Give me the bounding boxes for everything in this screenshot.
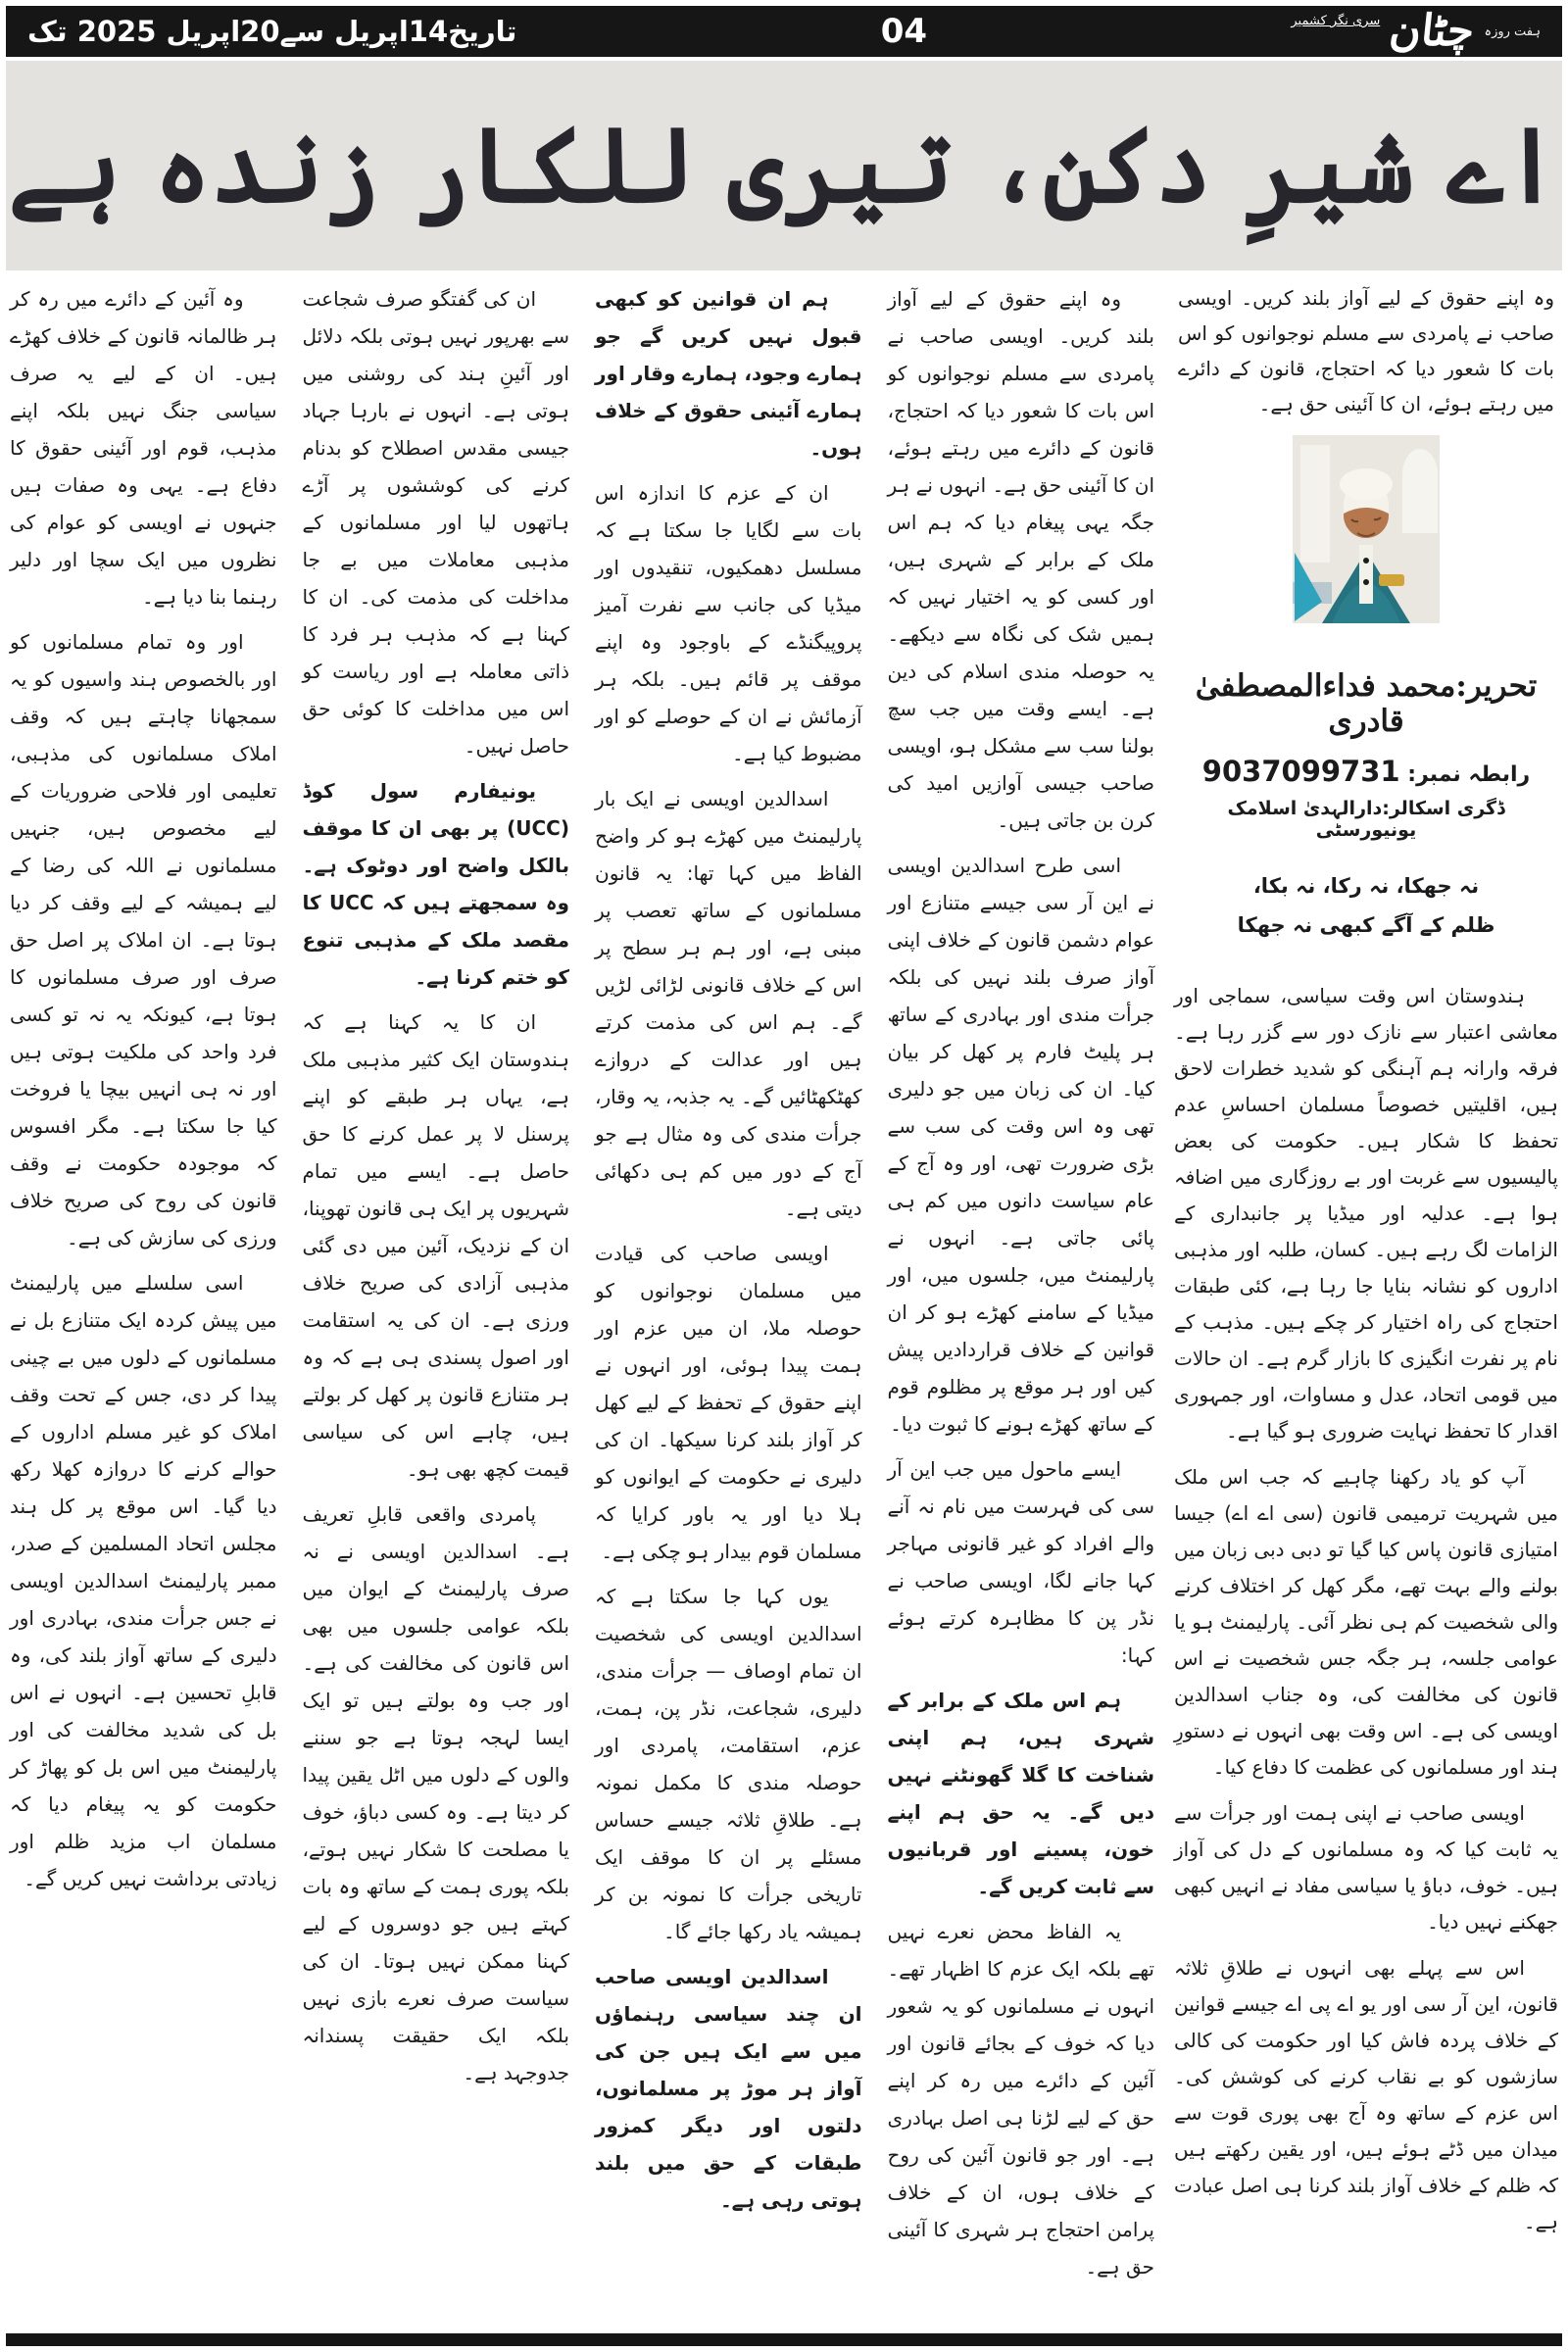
feature-body — [1174, 978, 1558, 2240]
contact-label: رابطہ نمبر: — [1407, 762, 1531, 787]
poem-line: ظلم کے آگے کبھی نہ جھکا — [1237, 913, 1495, 937]
body-paragraph: پامردی واقعی قابلِ تعریف ہے۔ اسدالدین اویسی نے نہ صرف پارلیمنٹ کے ایوان میں بلکہ عوامی جلسوں میں بھی اس قانون کی مخالفت کی ہے۔ اور جب وہ بولتے ہیں تو ایک ایسا لہجہ ہوتا ہے جو سننے والوں کے دلوں میں اٹل یقین پیدا کر دیتا ہے۔ وہ کسی دباؤ، خوف یا مصلحت کا شکار نہیں ہوتے، بلکہ پوری ہمت کے ساتھ وہ بات کہتے ہیں جو دوسروں کے لیے کہنا ممکن نہیں ہوتا۔ ان کی سیاست صرف نعرے بازی نہیں بلکہ ایک حقیقت پسندانہ جدوجہد ہے۔ — [302, 1502, 569, 2084]
masthead-weekly-label: ہفت روزہ — [1484, 24, 1541, 39]
footer-bar — [6, 2333, 1562, 2346]
feature-column — [1174, 280, 1558, 2325]
feature-intro: وہ اپنے حقوق کے لیے آواز بلند کریں۔ اویسی صاحب نے پامردی سے مسلم نوجوانوں کو اس بات کا شعور دیا کہ احتجاج، قانون کے دائرے میں رہتے ہوئے، ان کا آئینی حق ہے۔ — [1178, 286, 1554, 416]
article-content — [10, 280, 1558, 2325]
body-paragraph: اسی سلسلے میں پارلیمنٹ میں پیش کردہ ایک متنازع بل نے مسلمانوں کے دلوں میں بے چینی پیدا کر دی، جس کے تحت وقف املاک کو غیر مسلم اداروں کے حوالے کرنے کا دروازہ کھلا رکھ دیا گیا۔ اس موقع پر کل ہند مجلس اتحاد المسلمین کے صدر، ممبر پارلیمنٹ اسدالدین اویسی نے جس جرأت مندی، بہادری اور دلیری کے ساتھ آواز بلند کی، وہ قابلِ تحسین ہے۔ انہوں نے اس بل کی شدید مخالفت کی اور پارلیمنٹ میں اس بل کو پھاڑ کر حکومت کو یہ پیغام دیا کہ مسلمان اب مزید ظلم اور زیادتی برداشت نہیں کریں گے۔ — [10, 1271, 277, 1890]
author-photo-image — [1293, 435, 1440, 623]
body-paragraph: ان کا یہ کہنا ہے کہ ہندوستان ایک کثیر مذہبی ملک ہے، یہاں ہر طبقے کو اپنے پرسنل لا پر عمل کرنے کا حق حاصل ہے۔ ایسے میں تمام شہریوں پر ایک ہی قانون تھوپنا، ان کے نزدیک، آئین میں دی گئی مذہبی آزادی کی صریح خلاف ورزی ہے۔ ان کی یہ استقامت اور اصول پسندی ہی ہے کہ وہ ہر متنازع قانون پر کھل کر بولتے ہیں، چاہے اس کی سیاسی قیمت کچھ بھی ہو۔ — [302, 1010, 569, 1481]
body-paragraph: اسدالدین اویسی صاحب ان چند سیاسی رہنماؤں میں سے ایک ہیں جن کی آواز ہر موڑ پر مسلمانوں، دلتوں اور دیگر کمزور طبقات کے حق میں بلند ہوتی رہی ہے۔ — [595, 1965, 862, 2212]
body-paragraph: ایسے ماحول میں جب این آر سی کی فہرست میں نام نہ آنے والے افراد کو غیر قانونی مہاجر کہا جانے لگا، اویسی صاحب نے نڈر پن کا مظاہرہ کرتے ہوئے کہا: — [887, 1457, 1154, 1667]
body-paragraph: اسی طرح اسدالدین اویسی نے این آر سی جیسے متنازع اور عوام دشمن قانون کے خلاف اپنی آواز صرف بلند نہیں کی بلکہ جرأت مندی اور بہادری کے ساتھ ہر پلیٹ فارم پر کھل کر بیان کیا۔ ان کی زبان میں جو دلیری تھی وہ اس وقت کی سب سے بڑی ضرورت تھی، اور وہ آج کے عام سیاست دانوں میں کم ہی پائی جاتی ہے۔ انہوں نے پارلیمنٹ میں، جلسوں میں، اور میڈیا کے سامنے کھڑے ہو کر ان قوانین کے خلاف قراردادیں پیش کیں اور ہر موقع پر مظلوم قوم کے ساتھ کھڑے ہونے کا ثبوت دیا۔ — [887, 854, 1154, 1436]
body-paragraph: ہم ان قوانین کو کبھی قبول نہیں کریں گے جو ہمارے وجود، ہمارے وقار اور ہمارے آئینی حقوق کے خلاف ہوں۔ — [595, 287, 862, 460]
masthead — [1291, 6, 1541, 56]
author-contact — [1174, 755, 1558, 788]
header-bar — [6, 6, 1562, 57]
body-paragraph: ان کے عزم کا اندازہ اس بات سے لگایا جا سکتا ہے کہ مسلسل دھمکیوں، تنقیدوں اور میڈیا کی جانب سے نفرت آمیز پروپیگنڈے کے باوجود وہ اپنے موقف پر قائم ہیں۔ بلکہ ہر آزمائش نے ان کے حوصلے کو اور مضبوط کیا ہے۔ — [595, 481, 862, 765]
masthead-city: سری نگر کشمیر — [1291, 14, 1381, 28]
author-byline: تحریر:محمد فداءالمصطفیٰ قادری — [1195, 668, 1538, 739]
headline-band — [6, 61, 1562, 270]
poem-couplet — [1174, 866, 1558, 945]
feature-paragraph: اویسی صاحب نے اپنی ہمت اور جرأت سے یہ ثابت کیا کہ وہ مسلمانوں کے دل کی آواز ہیں۔ خوف، دباؤ یا سیاسی مفاد نے انہیں کبھی جھکنے نہیں دیا۔ — [1174, 1801, 1558, 1934]
poem-line: نہ جھکا، نہ رکا، نہ بکا، — [1252, 874, 1480, 898]
body-paragraph: ہم اس ملک کے برابر کے شہری ہیں، ہم اپنی شناخت کا گلا گھونٹنے نہیں دیں گے۔ یہ حق ہم اپنے خون، پسینے اور قربانیوں سے ثابت کریں گے۔ — [887, 1689, 1154, 1898]
feature-paragraph: ہندوستان اس وقت سیاسی، سماجی اور معاشی اعتبار سے نازک دور سے گزر رہا ہے۔ فرقہ وارانہ ہم آہنگی کو شدید خطرات لاحق ہیں، اقلیتیں خصوصاً مسلمان احساسِ عدم تحفظ کا شکار ہیں۔ حکومت کی بعض پالیسیوں سے غربت اور بے روزگاری میں اضافہ ہوا ہے۔ عدلیہ اور میڈیا پر جانبداری کے الزامات لگ رہے ہیں۔ کسان، طلبہ اور مذہبی اداروں کو نشانہ بنایا جا رہا ہے، کئی طبقات احتجاج کی راہ اختیار کر چکے ہیں۔ مذہب کے نام پر نفرت انگیزی کا بازار گرم ہے۔ ان حالات میں قومی اتحاد، عدل و مساوات، اور جمہوری اقدار کا تحفظ نہایت ضروری ہو گیا ہے۔ — [1174, 984, 1558, 1443]
body-paragraph: وہ آئین کے دائرے میں رہ کر ہر ظالمانہ قانون کے خلاف کھڑے ہیں۔ ان کے لیے یہ صرف سیاسی جنگ نہیں بلکہ اپنے مذہب، قوم اور آئینی حقوق کا دفاع ہے۔ یہی وہ صفات ہیں جنہوں نے اویسی کو عوام کی نظروں میں ایک سچا اور دلیر رہنما بنا دیا ہے۔ — [10, 287, 277, 609]
body-paragraph: وہ اپنے حقوق کے لیے آواز بلند کریں۔ اویسی صاحب نے پامردی سے مسلم نوجوانوں کو اس بات کا شعور دیا کہ احتجاج، قانون کے دائرے میں رہتے ہوئے، ان کا آئینی حق ہے۔ انہوں نے ہر جگہ یہی پیغام دیا کہ ہم اس ملک کے برابر کے شہری ہیں، اور کسی کو یہ اختیار نہیں کہ ہمیں شک کی نگاہ سے دیکھے۔ یہ حوصلہ مندی اسلام کی دین ہے۔ ایسے وقت میں جب سچ بولنا سب سے مشکل ہو، اویسی صاحب جیسی آوازیں امید کی کرن بن جاتی ہیں۔ — [887, 287, 1154, 832]
contact-number: 9037099731 — [1201, 755, 1400, 788]
body-paragraph: اسدالدین اویسی نے ایک بار پارلیمنٹ میں کھڑے ہو کر واضح الفاظ میں کہا تھا: یہ قانون مسلمانوں کے ساتھ تعصب پر مبنی ہے، اور ہم ہر سطح پر اس کے خلاف قانونی لڑائی لڑیں گے۔ ہم اس کی مذمت کرتے ہیں اور عدالت کے دروازے کھٹکھٹائیں گے۔ یہ جذبہ، یہ وقار، جرأت مندی کی وہ مثال ہے جو آج کے دور میں کم ہی دکھائی دیتی ہے۔ — [595, 787, 862, 1220]
body-paragraph: یوں کہا جا سکتا ہے کہ اسدالدین اویسی کی شخصیت ان تمام اوصاف — جرأت مندی، دلیری، شجاعت، نڈر پن، ہمت، عزم، استقامت، پامردی اور حوصلہ مندی کا مکمل نمونہ ہے۔ طلاقِ ثلاثہ جیسے حساس مسئلے پر ان کا موقف ایک تاریخی جرأت کا نمونہ بن کر ہمیشہ یاد رکھا جائے گا۔ — [595, 1585, 862, 1943]
page-title: اے شیرِ دکن، تیری للکار زندہ ہے — [8, 104, 1560, 227]
body-paragraph: اور وہ تمام مسلمانوں کو اور بالخصوص ہند واسیوں کو یہ سمجھانا چاہتے ہیں کہ وقف املاک مسلمانوں کی مذہبی، تعلیمی اور فلاحی ضروریات کے لیے مخصوص ہیں، جنہیں مسلمانوں نے اللہ کی رضا کے لیے ہمیشہ کے لیے وقف کر دیا ہوتا ہے۔ ان املاک پر اصل حق صرف اور صرف مسلمانوں کا ہوتا ہے، کیونکہ یہ نہ تو کسی فرد واحد کی ملکیت ہوتی ہیں اور نہ ہی انہیں بیچا یا فروخت کیا جا سکتا ہے۔ مگر افسوس کہ موجودہ حکومت نے وقف قانون کی روح کی صریح خلاف ورزی کی سازش کی ہے۔ — [10, 630, 277, 1250]
date-range: تاریخ14اپریل سے20اپریل 2025 تک — [27, 15, 517, 48]
author-photo — [1293, 435, 1440, 623]
body-paragraph: ان کی گفتگو صرف شجاعت سے بھرپور نہیں ہوتی بلکہ دلائل اور آئینِ ہند کی روشنی میں ہوتی ہے۔ انہوں نے بارہا جہاد جیسی مقدس اصطلاح کو بدنام کرنے کی کوششوں پر آڑے ہاتھوں لیا اور مسلمانوں کے مذہبی معاملات میں بے جا مداخلت کی مذمت کی۔ ان کا کہنا ہے کہ مذہب ہر فرد کا ذاتی معاملہ ہے اور ریاست کو اس میں مداخلت کا کوئی حق حاصل نہیں۔ — [302, 287, 569, 758]
body-paragraph: اویسی صاحب کی قیادت میں مسلمان نوجوانوں کو حوصلہ ملا، ان میں عزم اور ہمت پیدا ہوئی، اور انہوں نے اپنے حقوق کے تحفظ کے لیے کھل کر آواز بلند کرنا سیکھا۔ ان کی دلیری نے حکومت کے ایوانوں کو ہلا دیا اور یہ باور کرایا کہ مسلمان قوم بیدار ہو چکی ہے۔ — [595, 1242, 862, 1563]
masthead-title: چٹان — [1387, 6, 1478, 56]
feature-paragraph: آپ کو یاد رکھنا چاہیے کہ جب اس ملک میں شہریت ترمیمی قانون (سی اے اے) جیسا امتیازی قانون پاس کیا گیا تو دبی دبی زبان میں بولنے والے بہت تھے، مگر کھل کر اختلاف کرنے والی شخصیت کم ہی نظر آئی۔ پارلیمنٹ ہو یا عوامی جلسہ، ہر جگہ جس شخصیت نے اس قانون کی مخالفت کی، وہ جناب اسدالدین اویسی کی ہے۔ اس وقت بھی انہوں نے دستورِ ہند اور مسلمانوں کی عظمت کا دفاع کیا۔ — [1174, 1465, 1558, 1779]
feature-paragraph: اس سے پہلے بھی انہوں نے طلاقِ ثلاثہ قانون، این آر سی اور یو اے پی اے جیسے قوانین کے خلاف پردہ فاش کیا اور حکومت کی کالی سازشوں کو بے نقاب کرنے کی کوشش کی۔ اس عزم کے ساتھ وہ آج بھی پوری قوت سے میدان میں ڈٹے ہوئے ہیں، اور یقین رکھتے ہیں کہ ظلم کے خلاف آواز بلند کرنا ہی اصل عبادت ہے۔ — [1174, 1956, 1558, 2233]
body-columns — [10, 280, 1154, 2325]
page-number: 04 — [880, 12, 928, 51]
author-degree: ڈگری اسکالر:دارالہدیٰ اسلامک یونیورسٹی — [1227, 798, 1505, 841]
body-paragraph: یہ الفاظ محض نعرے نہیں تھے بلکہ ایک عزم کا اظہار تھے۔ انہوں نے مسلمانوں کو یہ شعور دیا کہ خوف کے بجائے قانون اور آئین کے دائرے میں رہ کر اپنے حق کے لیے لڑنا ہی اصل بہادری ہے۔ اور جو قانون آئین کی روح کے خلاف ہوں، ان کے خلاف پرامن احتجاج ہر شہری کا آئینی حق ہے۔ — [887, 1920, 1154, 2278]
body-paragraph: یونیفارم سول کوڈ (UCC) پر بھی ان کا موقف بالکل واضح اور دوٹوک ہے۔ وہ سمجھتے ہیں کہ UCC کا مقصد ملک کے مذہبی تنوع کو ختم کرنا ہے۔ — [302, 779, 569, 989]
